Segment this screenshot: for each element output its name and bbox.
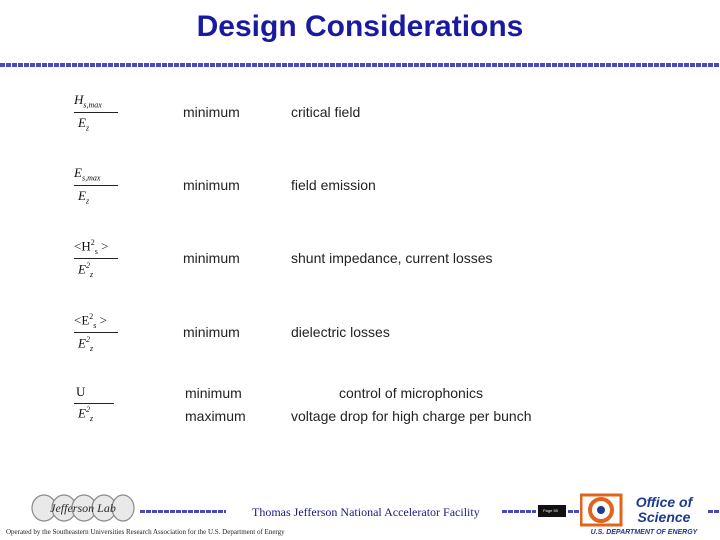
page-title: Design Considerations: [196, 10, 524, 43]
goal-label: minimum: [185, 385, 242, 401]
goal-label: maximum: [185, 408, 246, 424]
office-of-science-logo: [580, 492, 708, 536]
footer-rule: [140, 510, 226, 513]
fraction-bar: [74, 332, 118, 333]
title-rule: [0, 63, 720, 67]
fraction-bar: [74, 112, 118, 113]
footer-facility: Thomas Jefferson National Accelerator Facility: [252, 505, 480, 519]
effect-label: dielectric losses: [291, 324, 390, 340]
formula-denominator: $E^2_z$: [78, 335, 94, 353]
effect-label: control of microphonics: [339, 385, 483, 401]
fraction-bar: [74, 258, 118, 259]
jefferson-lab-logo: [30, 492, 136, 526]
consideration-row: [0, 165, 720, 221]
formula-numerator: U: [76, 384, 86, 399]
formula-denominator: $E_z$: [78, 115, 90, 133]
svg-text:Jefferson Lab: Jefferson Lab: [50, 501, 116, 515]
svg-text:Science: Science: [637, 509, 691, 525]
formula-numerator: $<E^2_s$ >: [74, 312, 107, 330]
goal-label: minimum: [183, 177, 240, 193]
consideration-row: [0, 312, 720, 368]
goal-label: minimum: [183, 250, 240, 266]
goal-label: minimum: [183, 324, 240, 340]
formula-denominator: $E_z$: [78, 188, 90, 206]
formula-numerator: $<H^2_s$ >: [74, 238, 109, 256]
page-number: Page 55: [543, 508, 558, 513]
effect-label: field emission: [291, 177, 376, 193]
consideration-row: [0, 384, 720, 434]
page-number-box: [538, 505, 566, 517]
svg-text:Office of: Office of: [635, 494, 693, 510]
formula-numerator: $H_{s,max}$: [74, 92, 102, 110]
goal-label: minimum: [183, 104, 240, 120]
consideration-row: [0, 92, 720, 148]
footer-rule: [708, 510, 720, 513]
fraction-bar: [74, 403, 114, 404]
consideration-row: [0, 238, 720, 294]
footer-operated-by: Operated by the Southeastern Universities Research Association for the U.S. Department of Energy: [6, 528, 285, 536]
effect-label: voltage drop for high charge per bunch: [291, 408, 532, 424]
effect-label: shunt impedance, current losses: [291, 250, 493, 266]
formula-denominator: $E^2_z$: [78, 261, 94, 279]
effect-label: critical field: [291, 104, 361, 120]
formula-numerator: $E_{s,max}$: [74, 165, 101, 183]
fraction-bar: [74, 185, 118, 186]
formula-denominator: $E^2_z$: [78, 405, 94, 423]
footer-rule: [502, 510, 536, 513]
svg-text:U.S. DEPARTMENT OF ENERGY: U.S. DEPARTMENT OF ENERGY: [590, 529, 698, 536]
